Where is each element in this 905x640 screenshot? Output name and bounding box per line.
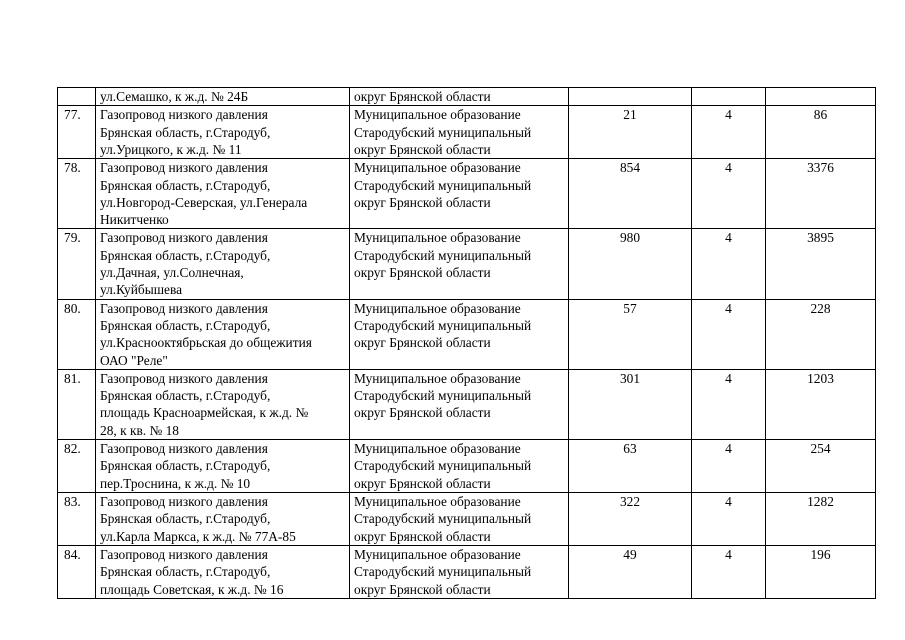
row-number: 83. [58,492,96,545]
row-number: 82. [58,440,96,493]
value-total: 228 [766,299,876,369]
owner: Муниципальное образование Стародубский муниципальный округ Брянской области [350,229,569,299]
value-total: 1282 [766,492,876,545]
owner: Муниципальное образование Стародубский муниципальный округ Брянской области [350,159,569,229]
value-pressure: 4 [692,440,766,493]
value-length: 21 [569,106,692,159]
value-total: 3895 [766,229,876,299]
object-description: Газопровод низкого давления Брянская область, г.Стародуб, ул.Дачная, ул.Солнечная, ул.Куйбышева [96,229,350,299]
value-length: 301 [569,369,692,439]
value-total: 86 [766,106,876,159]
value-total: 254 [766,440,876,493]
value-pressure: 4 [692,106,766,159]
value-length: 980 [569,229,692,299]
row-number: 78. [58,159,96,229]
value-length: 63 [569,440,692,493]
value-pressure: 4 [692,545,766,598]
value-length: 322 [569,492,692,545]
owner: Муниципальное образование Стародубский муниципальный округ Брянской области [350,106,569,159]
object-description: Газопровод низкого давления Брянская область, г.Стародуб, ул.Новгород-Северская, ул.Генерала Никитченко [96,159,350,229]
table-row [58,88,876,106]
row-number: 81. [58,369,96,439]
value-total: 1203 [766,369,876,439]
table-row [58,229,876,299]
table-row [58,369,876,439]
object-description: Газопровод низкого давления Брянская область, г.Стародуб, площадь Красноармейская, к ж.д. № 28, к кв. № 18 [96,369,350,439]
value-pressure: 4 [692,159,766,229]
value-total: 3376 [766,159,876,229]
row-number: 79. [58,229,96,299]
owner: Муниципальное образование Стародубский муниципальный округ Брянской области [350,369,569,439]
value-total: 196 [766,545,876,598]
object-description: ул.Семашко, к ж.д. № 24Б [96,88,350,106]
value-pressure [692,88,766,106]
value-pressure: 4 [692,369,766,439]
table-row [58,159,876,229]
row-number: 80. [58,299,96,369]
value-length: 854 [569,159,692,229]
owner: Муниципальное образование Стародубский муниципальный округ Брянской области [350,299,569,369]
table-row [58,545,876,598]
row-number: 77. [58,106,96,159]
object-description: Газопровод низкого давления Брянская область, г.Стародуб, ул.Карла Маркса, к ж.д. № 77А-85 [96,492,350,545]
row-number: 84. [58,545,96,598]
owner: Муниципальное образование Стародубский муниципальный округ Брянской области [350,440,569,493]
value-length [569,88,692,106]
row-number [58,88,96,106]
owner: Муниципальное образование Стародубский муниципальный округ Брянской области [350,545,569,598]
table-row [58,299,876,369]
object-description: Газопровод низкого давления Брянская область, г.Стародуб, ул.Урицкого, к ж.д. № 11 [96,106,350,159]
value-pressure: 4 [692,299,766,369]
value-length: 49 [569,545,692,598]
table-row [58,440,876,493]
value-pressure: 4 [692,229,766,299]
object-description: Газопровод низкого давления Брянская область, г.Стародуб, ул.Краснооктябрьская до общежития ОАО "Реле" [96,299,350,369]
owner: округ Брянской области [350,88,569,106]
value-total [766,88,876,106]
value-length: 57 [569,299,692,369]
document-table [57,87,876,599]
owner: Муниципальное образование Стародубский муниципальный округ Брянской области [350,492,569,545]
object-description: Газопровод низкого давления Брянская область, г.Стародуб, пер.Троснина, к ж.д. № 10 [96,440,350,493]
value-pressure: 4 [692,492,766,545]
table-row [58,106,876,159]
table-row [58,492,876,545]
object-description: Газопровод низкого давления Брянская область, г.Стародуб, площадь Советская, к ж.д. № 16 [96,545,350,598]
